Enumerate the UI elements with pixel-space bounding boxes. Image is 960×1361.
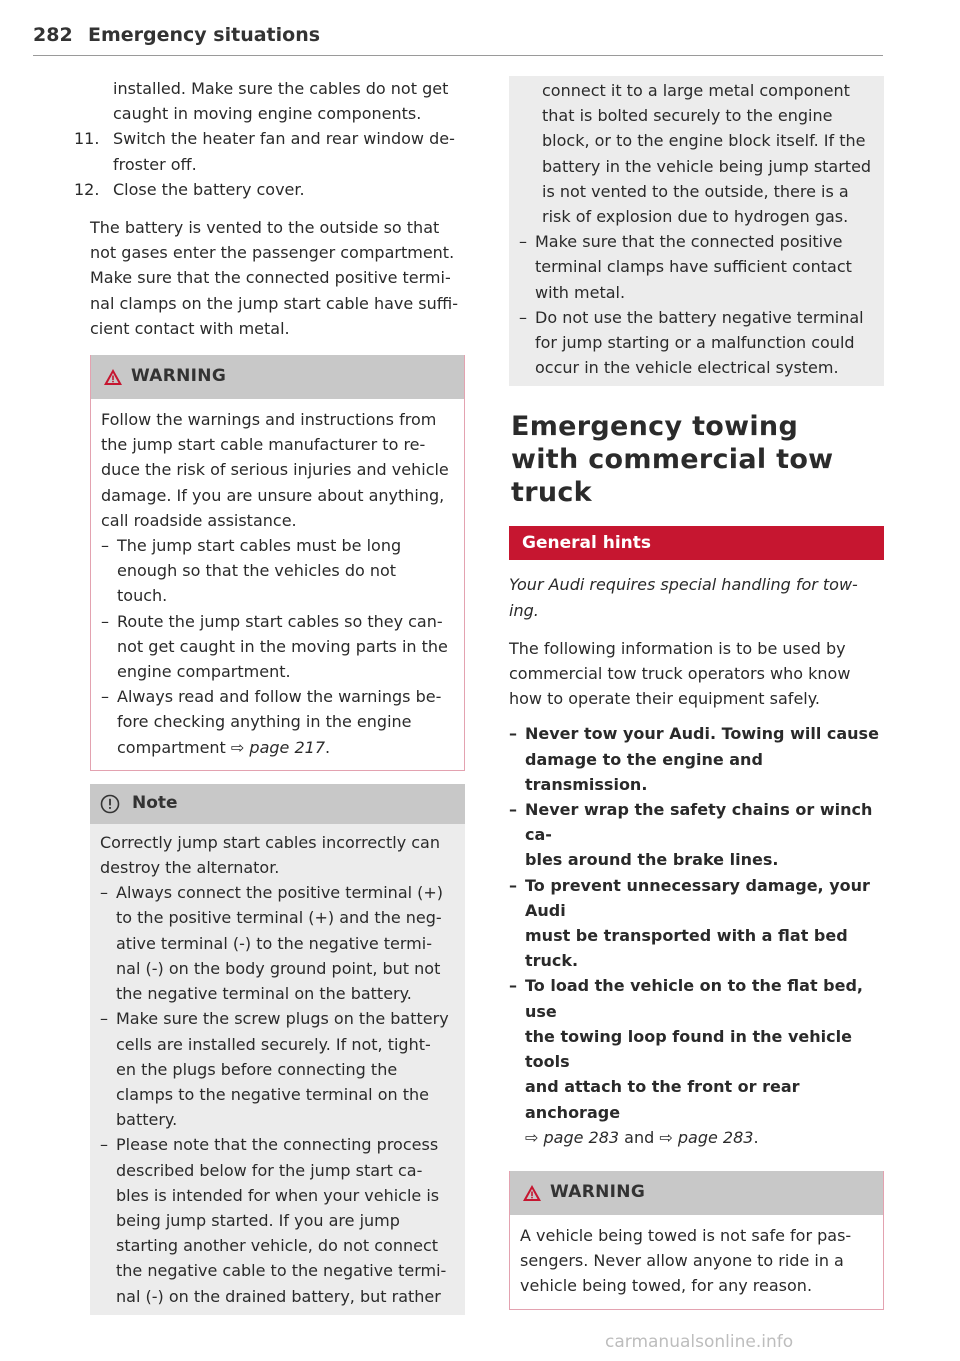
- text-line: The battery is vented to the outside so that: [90, 218, 440, 238]
- text-fragment: .: [325, 737, 331, 757]
- page-number: 282: [33, 24, 73, 46]
- text-line: Correctly jump start cables incorrectly can: [100, 832, 440, 852]
- text-line: caught in moving engine components.: [113, 104, 422, 124]
- warning-box-towing: [509, 1171, 884, 1310]
- text-line: fore checking anything in the engine: [117, 712, 412, 732]
- text-line: occur in the vehicle electrical system.: [535, 358, 839, 378]
- text-line: commercial tow truck operators who know: [509, 664, 851, 684]
- list-item: – Make sure the screw plugs on the battery cells are installed securely. If not, tight- en the plugs before connecting the clamps to the negative terminal on the battery.: [100, 1006, 455, 1132]
- text-line: call roadside assistance.: [101, 510, 297, 530]
- text-line: the towing loop found in the vehicle tools: [525, 1026, 852, 1072]
- page-reference-link[interactable]: ⇨ page 283: [525, 1127, 620, 1147]
- heading-line: with commercial tow: [511, 444, 834, 476]
- subheading-general-hints: General hints: [509, 526, 884, 560]
- text-line: touch.: [117, 586, 168, 606]
- note-title: Note: [132, 793, 178, 814]
- text-line: connect it to a large metal component: [542, 81, 850, 100]
- text-line: not gases enter the passenger compartment.: [90, 243, 455, 263]
- warning-triangle-icon: [103, 368, 123, 386]
- text-line: terminal clamps have sufficient contact: [535, 257, 852, 277]
- text-fragment: and: [619, 1127, 660, 1147]
- text-line: cells are installed securely. If not, tight-: [116, 1034, 431, 1054]
- list-item: – Never wrap the safety chains or winch ca- bles around the brake lines.: [509, 797, 884, 873]
- text-line: Never wrap the safety chains or winch ca-: [525, 800, 873, 845]
- section-heading-emergency-towing: [509, 410, 884, 509]
- text-line: Make sure that the connected positive: [535, 232, 843, 252]
- warning-box-jump-start: [90, 355, 465, 771]
- right-column: [509, 76, 884, 1310]
- text-line: Make sure the screw plugs on the battery: [116, 1009, 449, 1029]
- warning-header: [510, 1171, 883, 1215]
- text-fragment: .: [753, 1127, 759, 1147]
- warning-header: [91, 355, 464, 399]
- page-header: [33, 22, 883, 56]
- note-continuation-text: [519, 78, 874, 229]
- text-line: Always read and follow the warnings be-: [117, 687, 442, 707]
- text-line: being jump started. If you are jump: [116, 1210, 400, 1230]
- text-line: [525, 1125, 884, 1150]
- warning-body: [510, 1215, 883, 1309]
- page-reference-link[interactable]: ⇨ page 283: [659, 1127, 754, 1147]
- step-number: 11.: [74, 129, 100, 149]
- heading-line: truck: [511, 477, 592, 509]
- text-line: Switch the heater fan and rear window de-: [113, 129, 455, 149]
- text-line: the negative terminal on the battery.: [116, 984, 412, 1004]
- text-line: ative terminal (-) to the negative termi-: [116, 933, 432, 953]
- list-item: – The jump start cables must be long enough so that the vehicles do not touch.: [101, 533, 454, 609]
- text-line: [117, 735, 454, 760]
- text-line: To prevent unnecessary damage, your Audi: [525, 875, 870, 920]
- list-item: – Never tow your Audi. Towing will cause damage to the engine and transmission.: [509, 721, 884, 797]
- text-line: the negative cable to the negative termi-: [116, 1261, 447, 1281]
- text-line: The jump start cables must be long: [117, 536, 402, 556]
- left-column: [74, 76, 465, 1315]
- text-line: not get caught in the moving parts in the: [117, 636, 448, 656]
- text-line: destroy the alternator.: [100, 858, 280, 878]
- warning-body: [91, 399, 464, 770]
- text-line: Please note that the connecting process: [116, 1135, 439, 1155]
- text-line: installed. Make sure the cables do not get: [113, 79, 449, 98]
- text-line: starting another vehicle, do not connect: [116, 1236, 439, 1256]
- list-item: – Please note that the connecting process described below for the jump start ca- bles is intended for when your vehicle is being jump started. If you are jump starting another vehicle, do not connect the negative cable to the negative termi- nal (-) on the drained battery, but rather: [100, 1132, 455, 1308]
- list-item: – Make sure that the connected positive terminal clamps have sufficient contact with metal.: [519, 229, 874, 305]
- text-line: en the plugs before connecting the: [116, 1059, 398, 1079]
- text-line: vehicle being towed, for any reason.: [520, 1276, 813, 1296]
- text-line: bles is intended for when your vehicle is: [116, 1185, 440, 1205]
- text-line: and attach to the front or rear anchorage: [525, 1077, 800, 1122]
- note-box: [90, 784, 465, 1315]
- step-number: 12.: [74, 179, 100, 199]
- text-line: to the positive terminal (+) and the neg-: [116, 908, 442, 928]
- text-line: engine compartment.: [117, 662, 291, 682]
- warning-title: WARNING: [131, 366, 227, 387]
- warning-title: WARNING: [550, 1182, 646, 1203]
- list-item: – Route the jump start cables so they can- not get caught in the moving parts in the engine compartment.: [101, 609, 454, 685]
- list-item: – Always connect the positive terminal (+) to the positive terminal (+) and the neg- ative terminal (-) to the negative termi- nal (-) on the body ground point, but not the negative terminal on the battery.: [100, 880, 455, 1006]
- text-line: nal (-) on the drained battery, but rather: [116, 1286, 441, 1306]
- text-line: Close the battery cover.: [113, 179, 305, 199]
- step-10-continuation: [90, 76, 465, 126]
- text-line: battery.: [116, 1110, 178, 1130]
- step-11: [74, 126, 465, 176]
- tow-operator-paragraph: [509, 636, 884, 712]
- text-line: Follow the warnings and instructions from: [101, 410, 437, 430]
- header-divider: [33, 55, 883, 56]
- text-line: Route the jump start cables so they can-: [117, 611, 443, 631]
- text-line: battery in the vehicle being jump started: [542, 156, 872, 176]
- text-line: described below for the jump start ca-: [116, 1160, 423, 1180]
- intro-italic: [509, 572, 884, 622]
- text-line: block, or to the engine block itself. If the: [542, 131, 866, 151]
- text-line: damage. If you are unsure about anything,: [101, 485, 445, 505]
- text-line: Always connect the positive terminal (+): [116, 883, 444, 903]
- text-line: with metal.: [535, 282, 626, 302]
- step-12: [74, 177, 465, 202]
- text-line: Your Audi requires special handling for tow-: [509, 575, 858, 595]
- note-box-continuation: [509, 76, 884, 386]
- note-body: [90, 824, 465, 1315]
- list-item: – Do not use the battery negative terminal for jump starting or a malfunction could occur in the vehicle electrical system.: [519, 305, 874, 381]
- text-line: To load the vehicle on to the flat bed, use: [525, 976, 863, 1021]
- text-line: Do not use the battery negative terminal: [535, 307, 864, 327]
- battery-vent-paragraph: [90, 215, 465, 341]
- text-line: sengers. Never allow anyone to ride in a: [520, 1251, 844, 1271]
- text-line: froster off.: [113, 154, 197, 174]
- page-reference-link[interactable]: ⇨ page 217: [230, 737, 325, 757]
- text-line: nal (-) on the body ground point, but not: [116, 958, 441, 978]
- text-line: enough so that the vehicles do not: [117, 561, 397, 581]
- list-item: – To load the vehicle on to the flat bed, use the towing loop found in the vehicle tools and attach to the front or rear anchorage ⇨ page 283 and ⇨ page 283.: [509, 973, 884, 1149]
- section-title: Emergency situations: [88, 24, 321, 46]
- text-line: A vehicle being towed is not safe for pas-: [520, 1225, 852, 1245]
- text-line: ing.: [509, 600, 539, 620]
- text-line: The following information is to be used by: [509, 638, 846, 658]
- heading-line: Emergency towing: [511, 411, 799, 443]
- text-line: duce the risk of serious injuries and vehicle: [101, 460, 449, 480]
- watermark: carmanualsonline.info: [605, 1332, 794, 1352]
- text-line: how to operate their equipment safely.: [509, 689, 820, 709]
- text-line: Make sure that the connected positive termi-: [90, 268, 451, 288]
- text-line: must be transported with a flat bed truck.: [525, 926, 848, 971]
- text-line: Never tow your Audi. Towing will cause: [525, 724, 879, 744]
- text-fragment: compartment: [117, 737, 231, 757]
- list-item: – To prevent unnecessary damage, your Audi must be transported with a flat bed truck.: [509, 873, 884, 974]
- text-line: bles around the brake lines.: [525, 850, 779, 870]
- note-info-icon: [100, 794, 120, 814]
- text-line: is not vented to the outside, there is a: [542, 181, 849, 201]
- text-line: risk of explosion due to hydrogen gas.: [542, 207, 849, 227]
- warning-triangle-icon: [522, 1184, 542, 1202]
- towing-rules-list: [509, 721, 884, 1149]
- text-line: damage to the engine and transmission.: [525, 749, 763, 794]
- text-line: the jump start cable manufacturer to re-: [101, 435, 426, 455]
- text-line: cient contact with metal.: [90, 318, 290, 338]
- text-line: for jump starting or a malfunction could: [535, 333, 855, 353]
- note-header: [90, 784, 465, 824]
- text-line: nal clamps on the jump start cable have suffi-: [90, 293, 459, 313]
- text-line: that is bolted securely to the engine: [542, 106, 833, 126]
- list-item: – Always read and follow the warnings be- fore checking anything in the engine compartment ⇨ page 217.: [101, 684, 454, 760]
- text-line: clamps to the negative terminal on the: [116, 1084, 429, 1104]
